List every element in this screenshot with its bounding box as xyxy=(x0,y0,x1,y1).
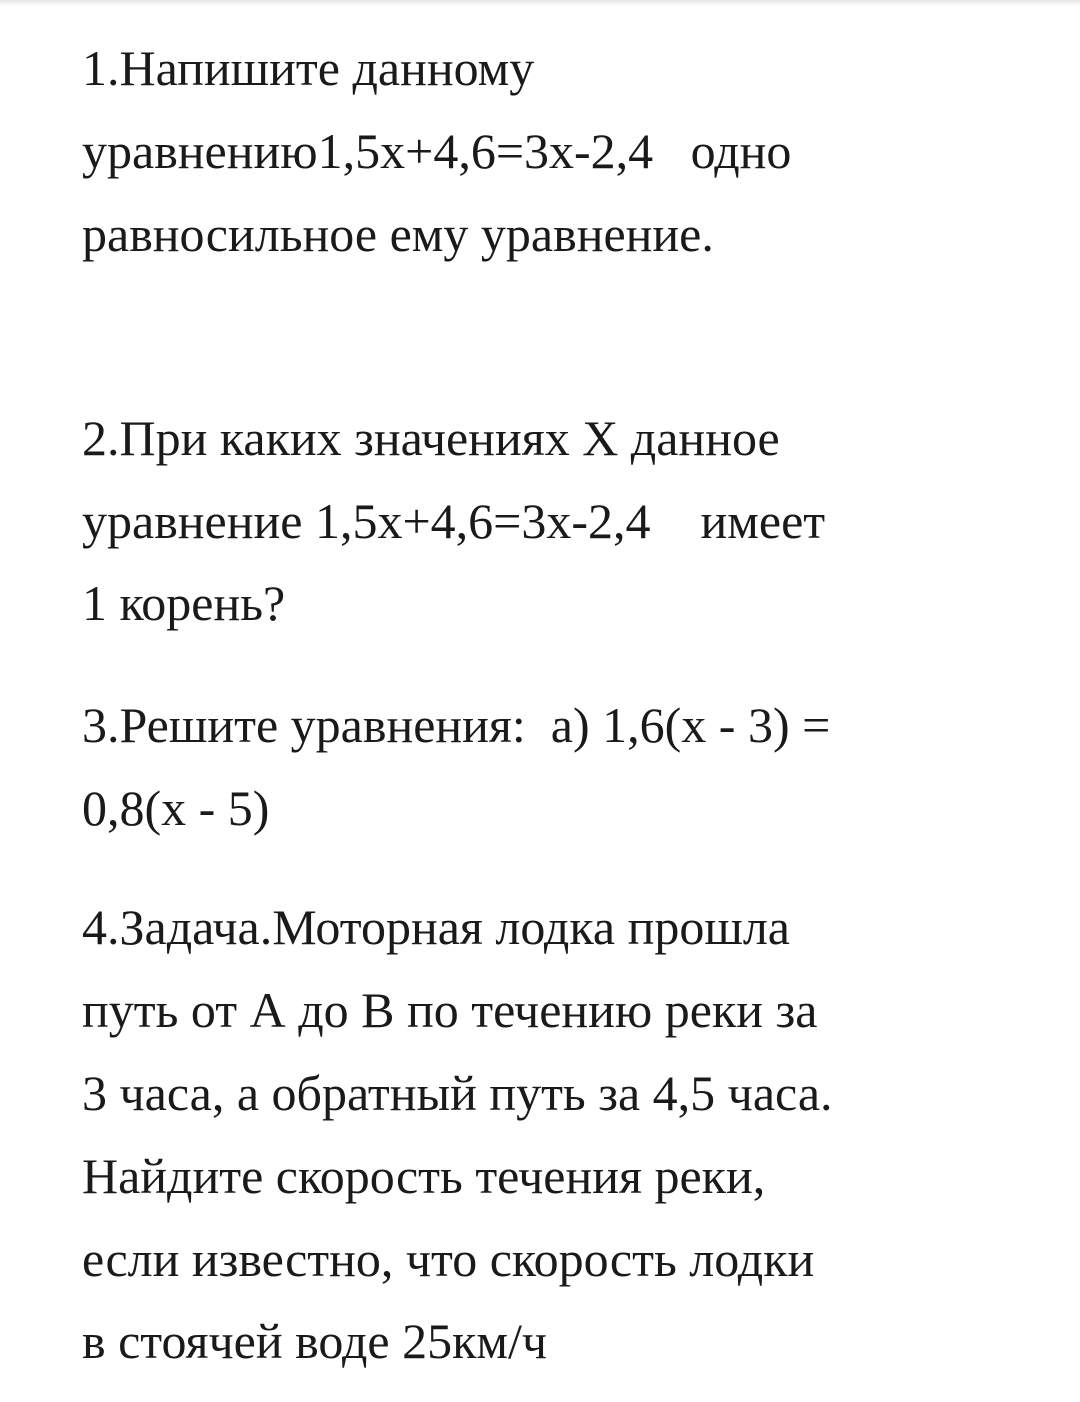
task-3-line-2: 0,8(x - 5) xyxy=(82,780,270,836)
task-4-line-3: 3 часа, а обратный путь за 4,5 часа. xyxy=(82,1065,833,1121)
task-3-line-1: 3.Решите уравнения: а) 1,6(x - 3) = xyxy=(82,697,831,753)
task-2-line-2: уравнение 1,5x+4,6=3x-2,4 имеет xyxy=(82,493,826,549)
task-4-line-6: в стоячей воде 25км/ч xyxy=(82,1313,548,1369)
task-4-line-4: Найдите скорость течения реки, xyxy=(82,1148,766,1204)
task-4-line-5: если известно, что скорость лодки xyxy=(82,1231,815,1287)
task-1-line-3: равносильное ему уравнение. xyxy=(82,206,714,262)
task-2-line-1: 2.При каких значениях Х данное xyxy=(82,410,780,466)
task-4-line-2: путь от А до В по течению реки за xyxy=(82,982,818,1038)
task-2-line-3: 1 корень? xyxy=(82,575,286,631)
task-1-line-1: 1.Напишите данному xyxy=(82,40,535,96)
top-edge-shadow xyxy=(0,0,1080,6)
task-4-line-1: 4.Задача.Моторная лодка прошла xyxy=(82,899,790,955)
task-1-line-2: уравнению1,5x+4,6=3x-2,4 одно xyxy=(82,123,792,179)
